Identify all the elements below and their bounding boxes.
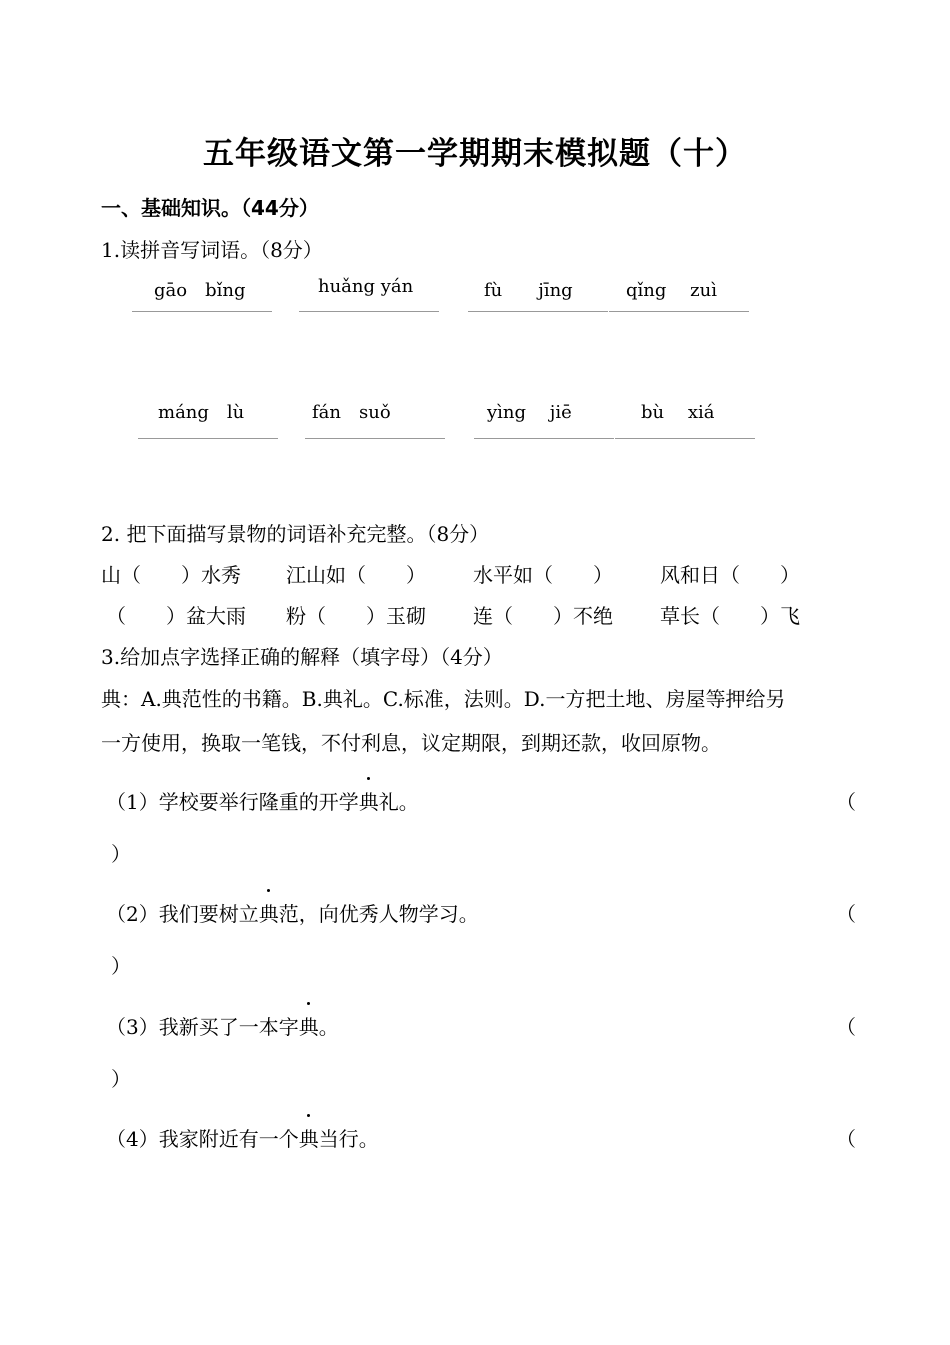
pinyin-1-2: huǎng yán <box>318 276 414 297</box>
answer-paren-open[interactable]: （ <box>836 1127 856 1151</box>
pinyin-2-2: fán suǒ <box>312 402 391 423</box>
dotted-char: 典 <box>299 1011 319 1040</box>
item-text: （1）学校要举行隆重的开学 <box>106 790 359 814</box>
answer-line[interactable] <box>138 438 278 439</box>
answer-paren-close: ） <box>111 954 131 978</box>
answer-paren-close: ） <box>111 1067 131 1091</box>
fill-idiom[interactable]: 水平如（ ） <box>473 563 613 587</box>
answer-line[interactable] <box>474 438 614 439</box>
fill-idiom[interactable]: 粉（ ）玉砌 <box>286 604 426 628</box>
item-text: （2）我们要树立 <box>106 902 259 926</box>
item-text: 。 <box>318 1015 339 1039</box>
fill-idiom[interactable]: （ ）盆大雨 <box>106 604 246 628</box>
answer-line[interactable] <box>468 311 608 312</box>
answer-line[interactable] <box>132 311 272 312</box>
answer-paren-open[interactable]: （ <box>836 790 856 814</box>
q2-prompt: 2. 把下面描写景物的词语补充完整。（8分） <box>101 522 490 546</box>
q3-item-3 <box>106 1011 339 1040</box>
item-text: 礼。 <box>378 790 419 814</box>
dotted-char: 典 <box>299 1123 319 1152</box>
answer-paren-close: ） <box>111 842 131 866</box>
fill-idiom[interactable]: 草长（ ）飞 <box>660 604 800 628</box>
answer-line[interactable] <box>305 438 445 439</box>
pinyin-2-4: bù xiá <box>641 402 715 423</box>
pinyin-1-1: gāo bǐng <box>154 280 246 301</box>
fill-idiom[interactable]: 风和日（ ） <box>660 563 800 587</box>
answer-line[interactable] <box>615 438 755 439</box>
item-text: （4）我家附近有一个 <box>106 1127 299 1151</box>
answer-line[interactable] <box>609 311 749 312</box>
item-text: （3）我新买了一本字 <box>106 1015 299 1039</box>
item-text: 当行。 <box>318 1127 379 1151</box>
pinyin-1-3: fù jīng <box>484 280 573 301</box>
q3-item-4 <box>106 1123 379 1152</box>
pinyin-1-4: qǐng zuì <box>626 280 717 301</box>
q3-prompt: 3.给加点字选择正确的解释（填字母）（4分） <box>101 645 503 669</box>
item-text: 范，向优秀人物学习。 <box>278 902 479 926</box>
dotted-char: 典 <box>259 898 279 927</box>
q3-definition-line1: 典：A.典范性的书籍。B.典礼。C.标准，法则。D.一方把土地、房屋等押给另 <box>101 687 786 711</box>
q1-prompt: 1.读拼音写词语。（8分） <box>101 238 323 262</box>
section1-heading: 一、基础知识。（44分） <box>101 196 319 220</box>
fill-idiom[interactable]: 连（ ）不绝 <box>473 604 613 628</box>
pinyin-2-3: yìng jiē <box>487 402 572 423</box>
pinyin-2-1: máng lù <box>158 402 245 423</box>
q3-item-1 <box>106 786 419 815</box>
dotted-char: 典 <box>359 786 379 815</box>
answer-paren-open[interactable]: （ <box>836 902 856 926</box>
answer-line[interactable] <box>299 311 439 312</box>
q3-item-2 <box>106 898 479 927</box>
fill-idiom[interactable]: 山（ ）水秀 <box>101 563 241 587</box>
fill-idiom[interactable]: 江山如（ ） <box>286 563 426 587</box>
answer-paren-open[interactable]: （ <box>836 1015 856 1039</box>
page-title: 五年级语文第一学期期末模拟题（十） <box>203 136 747 172</box>
q3-definition-line2: 一方使用，换取一笔钱，不付利息，议定期限，到期还款，收回原物。 <box>101 731 721 755</box>
